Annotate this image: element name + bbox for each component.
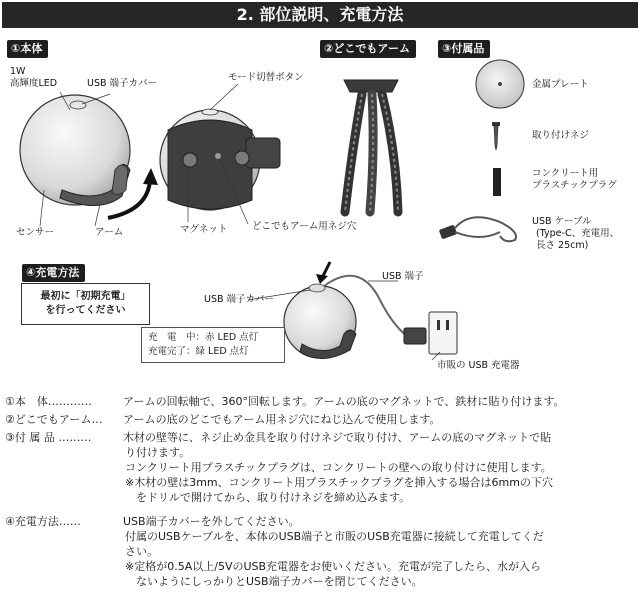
desc-key: ③付 属 品 ……… [5,431,92,444]
label-charger: 市販の USB 充電器 [437,360,520,371]
desc-line: 木材の壁等に、ネジ止め金具を取り付けネジで取り付け、アームの底のマグネットで貼 [123,431,552,444]
desc-charging [5,514,544,589]
charging-illustration [284,262,457,359]
desc-key: ②どこでもアーム… [5,413,103,426]
desc-line: ないようにしっかりとUSB端子カバーを閉じてください。 [125,575,423,588]
desc-line: ※木材の壁は3mm、コンクリート用プラスチックプラグを挿入する場合は6mmの下穴 [125,476,553,489]
label-plug-1: コンクリート用 [532,168,599,179]
body-back-illustration [160,109,280,210]
desc-key: ④充電方法…… [5,515,81,528]
led-status-box [141,327,285,363]
label-led-1w: 1W [10,66,26,77]
label-usb-cover: USB 端子カバー [87,78,158,89]
label-mode-button: モード切替ボタン [228,72,304,83]
usb-cover-shape [70,101,86,109]
note-line-1: 最初に「初期充電」 [40,291,131,302]
label-plug-2: プラスチックプラグ [532,180,617,191]
led-status-complete: 充電完了：緑 LED 点灯 [148,346,249,357]
desc-line: ※定格が0.5A以上/5VのUSB充電器をお使いください。充電が完了したら、水が入ら [125,560,542,573]
section-label-body: ①本体 [7,40,48,58]
desc-line: をドリルで開けてから、取り付けネジを締め込みます。 [125,491,411,504]
label-usb-cover-2: USB 端子カバー [204,294,275,305]
section-label-accessories: ③付属品 [438,40,490,58]
desc-line: アームの回転軸で、360°回転します。アームの底のマグネットで、鉄材に貼り付けます。 [123,395,565,408]
page-title: 2. 部位説明、充電方法 [2,2,638,28]
label-cable-2: (Type-C、充電用、 [536,228,620,239]
note-line-2: を行ってください [45,305,126,316]
label-cable-1: USB ケーブル [532,216,592,227]
body-front-illustration [20,95,158,218]
label-led-bright: 高輝度LED [10,78,58,89]
desc-line: 付属のUSBケーブルを、本体のUSB端子と市販のUSB充電器に接続して充電してくだ [125,530,544,543]
desc-accessories [5,430,553,505]
desc-line: コンクリート用プラスチックプラグは、コンクリートの壁への取り付けに使用します。 [125,461,552,474]
label-cable-3: 長さ 25cm) [536,240,589,251]
metal-plate-illustration [476,60,524,108]
label-magnet: マグネット [180,224,228,235]
label-usb-port: USB 端子 [382,271,424,282]
desc-line: り付けます。 [125,446,191,459]
desc-body [5,394,565,409]
anywhere-arm-illustration [344,80,398,212]
initial-charge-note [21,283,150,325]
section-label-arm: ②どこでもアーム [320,40,416,58]
led-status-charging: 充 電 中：赤 LED 点灯 [148,332,259,343]
screw-illustration [492,122,500,150]
label-sensor: センサー [16,227,55,238]
plastic-plug-illustration [493,168,501,196]
section-label-charging: ④充電方法 [22,264,85,282]
usb-cable-illustration [439,217,516,241]
desc-key: ①本 体………… [5,395,92,408]
desc-line: USB端子カバーを外してください。 [123,515,300,528]
desc-line: さい。 [125,545,158,558]
desc-arm [5,412,440,427]
label-arm: アーム [95,227,124,238]
label-mount-screw: 取り付けネジ [532,130,590,141]
label-metal-plate: 金属プレート [532,79,589,90]
label-screw-hole: どこでもアーム用ネジ穴 [252,221,357,232]
desc-line: アームの底のどこでもアーム用ネジ穴にねじ込んで使用します。 [123,413,441,426]
